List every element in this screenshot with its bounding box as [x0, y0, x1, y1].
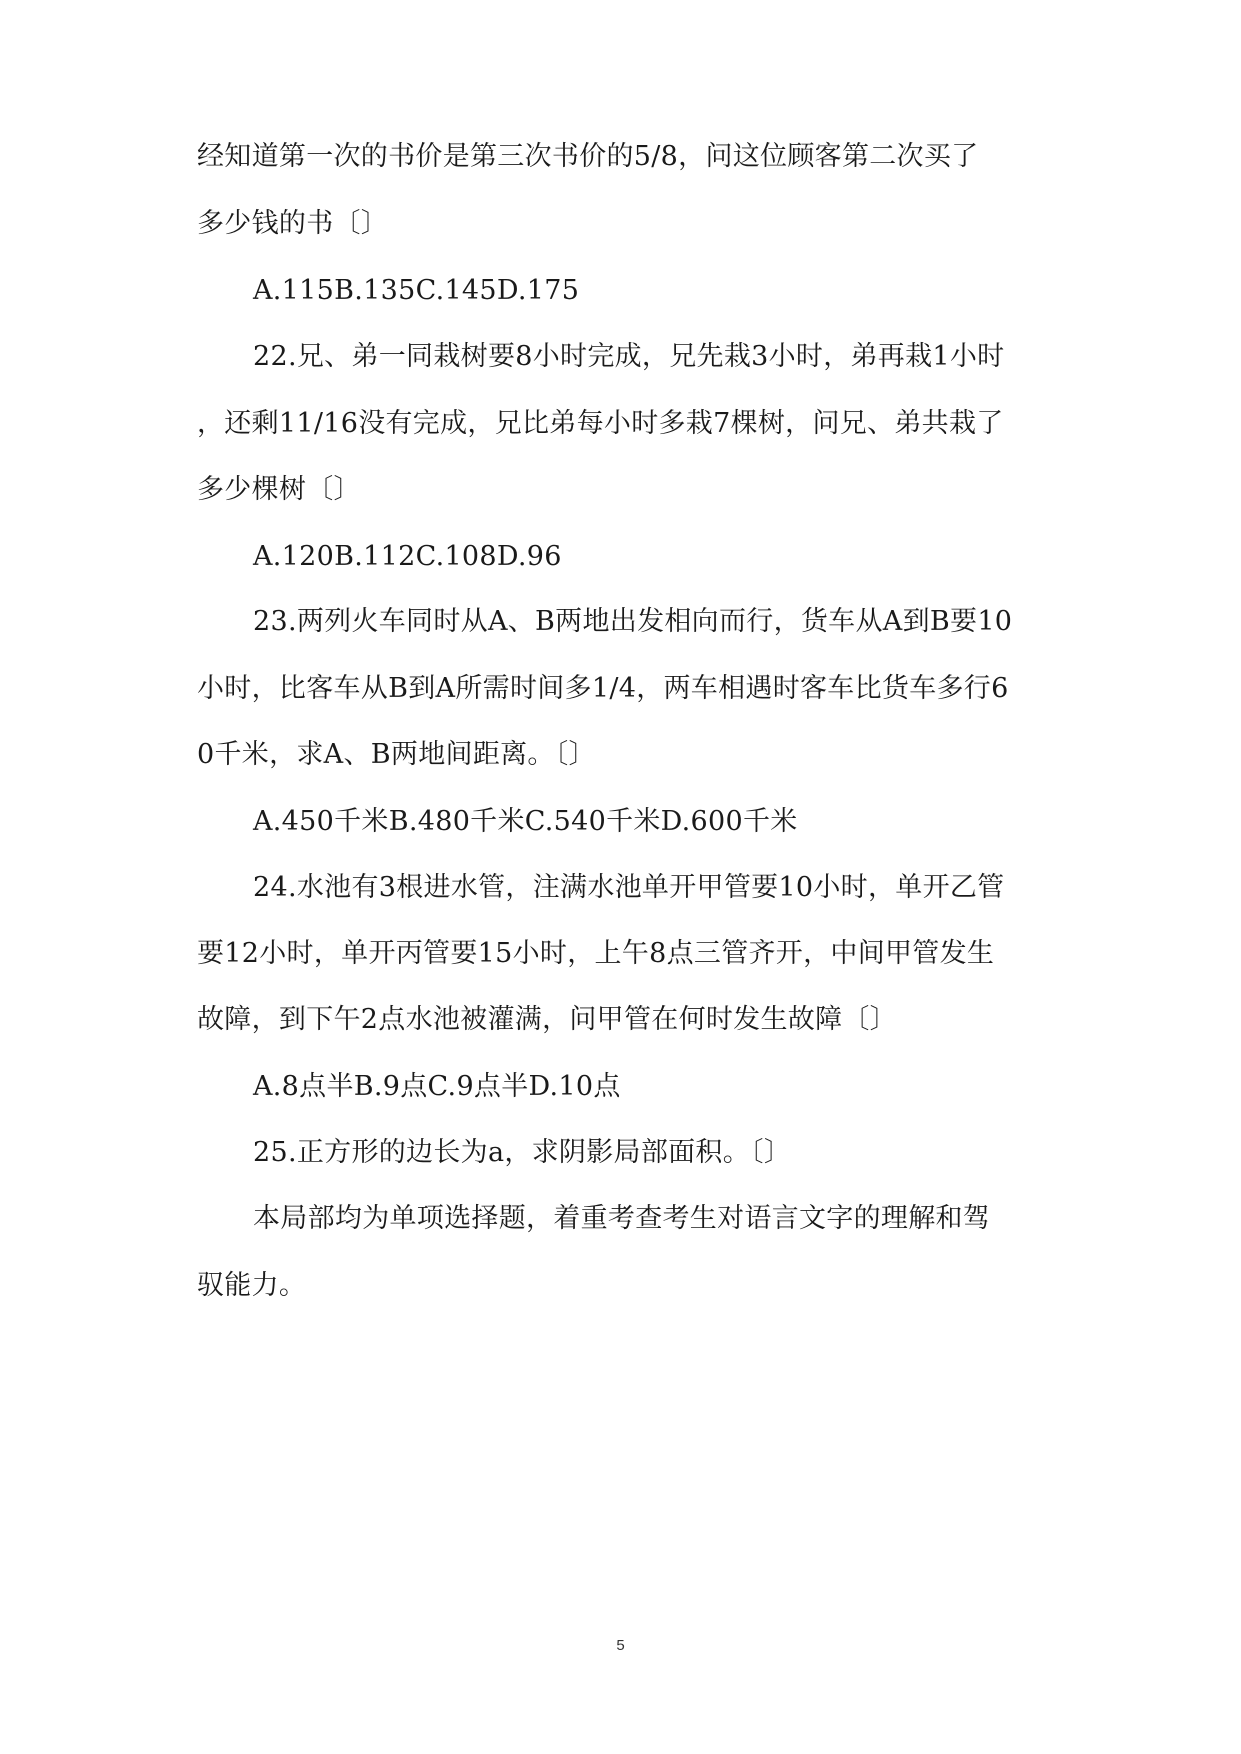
answer-options: A.115B.135C.145D.175 — [253, 275, 580, 306]
text-line: 小时，比客车从B到A所需时间多1/4，两车相遇时客车比货车多行6 — [197, 673, 1009, 704]
page-number: 5 — [616, 1637, 625, 1654]
text-line: 0千米，求A、B两地间距离。〔〕 — [197, 739, 596, 770]
text-line: 多少钱的书〔〕 — [197, 208, 389, 239]
question-25: 25.正方形的边长为a，求阴影局部面积。〔〕 — [253, 1137, 792, 1168]
section-note: 本局部均为单项选择题，着重考查考生对语言文字的理解和驾 — [253, 1203, 991, 1234]
text-line: 多少棵树〔〕 — [197, 474, 361, 505]
text-line: 驭能力。 — [197, 1270, 307, 1301]
question-23: 23.两列火车同时从A、B两地出发相向而行，货车从A到B要10 — [253, 606, 1013, 637]
answer-options: A.8点半B.9点C.9点半D.10点 — [253, 1071, 621, 1102]
text-line: 经知道第一次的书价是第三次书价的5/8，问这位顾客第二次买了 — [197, 141, 979, 172]
text-line: 故障，到下午2点水池被灌满，问甲管在何时发生故障〔〕 — [197, 1004, 897, 1035]
question-22: 22.兄、弟一同栽树要8小时完成，兄先栽3小时，弟再栽1小时 — [253, 341, 1005, 372]
text-line: ，还剩11/16没有完成，兄比弟每小时多栽7棵树，问兄、弟共栽了 — [197, 408, 1004, 439]
answer-options: A.120B.112C.108D.96 — [253, 541, 562, 572]
question-24: 24.水池有3根进水管，注满水池单开甲管要10小时，单开乙管 — [253, 872, 1005, 903]
answer-options: A.450千米B.480千米C.540千米D.600千米 — [253, 806, 798, 837]
text-line: 要12小时，单开丙管要15小时，上午8点三管齐开，中间甲管发生 — [197, 938, 995, 969]
